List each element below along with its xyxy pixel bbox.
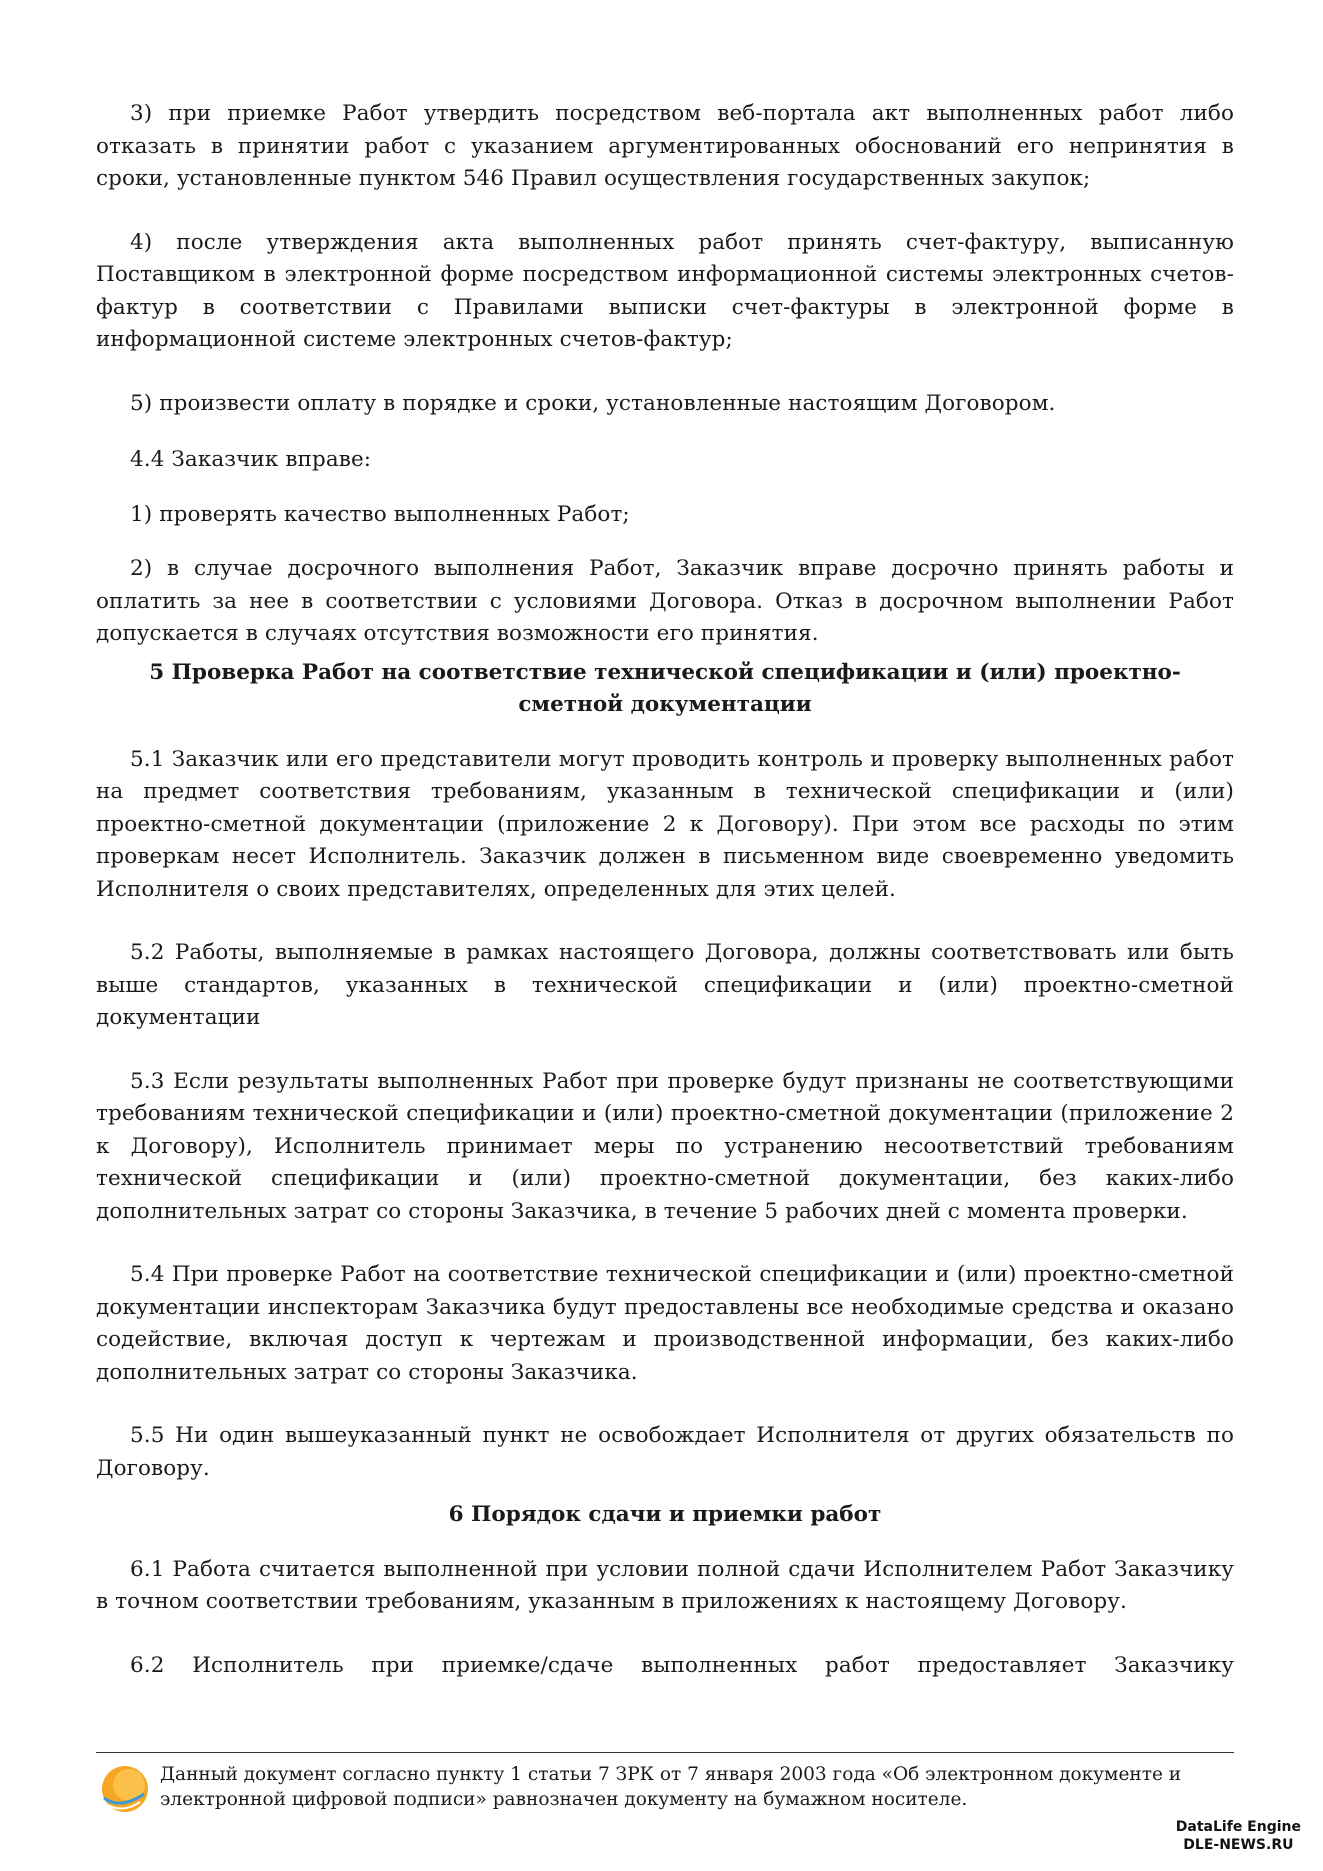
paragraph-6-2: 6.2 Исполнитель при приемке/сдаче выполненных работ предоставляет Заказчику: [130, 1652, 1234, 1678]
paragraph-4-3-4: 4) после утверждения акта выполненных работ принять счет-фактуру, выписанную Поставщиком в электронной форме посредством информационной системы электронных счетов-фактур в соответствии с Правилами выписки счет-фактуры в электронной форме в информационной системе электронных счетов-фактур;: [96, 229, 1234, 352]
paragraph-5-3: 5.3 Если результаты выполненных Работ при проверке будут признаны не соответствующими требованиям технической спецификации и (или) проектно-сметной документации (приложение 2 к Договору), Исполнитель принимает меры по устранению несоответствий требованиям технической спецификации и (или) проектно-сметной документации, без каких-либо дополнительных затрат со стороны Заказчика, в течение 5 рабочих дней с момента проверки.: [96, 1068, 1234, 1224]
watermark-line-1: DataLife Engine: [1175, 1819, 1301, 1835]
paragraph-6-1: 6.1 Работа считается выполненной при условии полной сдачи Исполнителем Работ Заказчику в точном соответствии требованиям, указанным в приложениях к настоящему Договору.: [96, 1556, 1234, 1614]
paragraph-5-1: 5.1 Заказчик или его представители могут проводить контроль и проверку выполненных работ на предмет соответствия требованиям, указанным в технической спецификации и (или) проектно-сметной документации (приложение 2 к Договору). При этом все расходы по этим проверкам несет Исполнитель. Заказчик должен в письменном виде своевременно уведомить Исполнителя о своих представителях, определенных для этих целей.: [96, 746, 1234, 902]
paragraph-5-2: 5.2 Работы, выполняемые в рамках настоящего Договора, должны соответствовать или быть выше стандартов, указанных в технической спецификации и (или) проектно-сметной документации: [96, 940, 1234, 1030]
paragraph-4-4-2: 2) в случае досрочного выполнения Работ, Заказчик вправе досрочно принять работы и оплатить за нее в соответствии с условиями Договора. Отказ в досрочном выполнении Работ допускается в случаях отсутствия возможности его принятия.: [96, 556, 1234, 646]
paragraph-5-5: 5.5 Ни один вышеуказанный пункт не освобождает Исполнителя от других обязательств по Договору.: [96, 1423, 1234, 1481]
egov-logo-icon: [100, 1764, 150, 1814]
footer-divider: [96, 1752, 1234, 1753]
watermark: [1176, 1818, 1301, 1854]
watermark-line-2: DLE-NEWS.RU: [1183, 1837, 1294, 1853]
paragraph-4-3-3: 3) при приемке Работ утвердить посредством веб-портала акт выполненных работ либо отказать в принятии работ с указанием аргументированных обоснований его непринятия в сроки, установленные пунктом 546 Правил осуществления государственных закупок;: [96, 101, 1234, 191]
section-5-heading: 5 Проверка Работ на соответствие технической спецификации и (или) проектно-сметной документации: [149, 659, 1181, 717]
paragraph-5-4: 5.4 При проверке Работ на соответствие технической спецификации и (или) проектно-сметной документации инспекторам Заказчика будут предоставлены все необходимые средства и оказано содействие, включая доступ к чертежам и производственной информации, без каких-либо дополнительных затрат со стороны Заказчика.: [96, 1262, 1234, 1385]
document-page: [96, 98, 1234, 1713]
paragraph-4-3-5: 5) произвести оплату в порядке и сроки, установленные настоящим Договором.: [130, 390, 1056, 416]
paragraph-4-4: 4.4 Заказчик вправе:: [130, 447, 372, 472]
footer: [96, 1752, 1234, 1822]
footer-legal-notice: Данный документ согласно пункту 1 статьи 7 ЗРК от 7 января 2003 года «Об электронном документе и электронной цифровой подписи» равнозначен документу на бумажном носителе.: [160, 1764, 1182, 1810]
paragraph-4-4-1: 1) проверять качество выполненных Работ;: [130, 501, 630, 527]
section-6-heading: 6 Порядок сдачи и приемки работ: [448, 1502, 882, 1527]
